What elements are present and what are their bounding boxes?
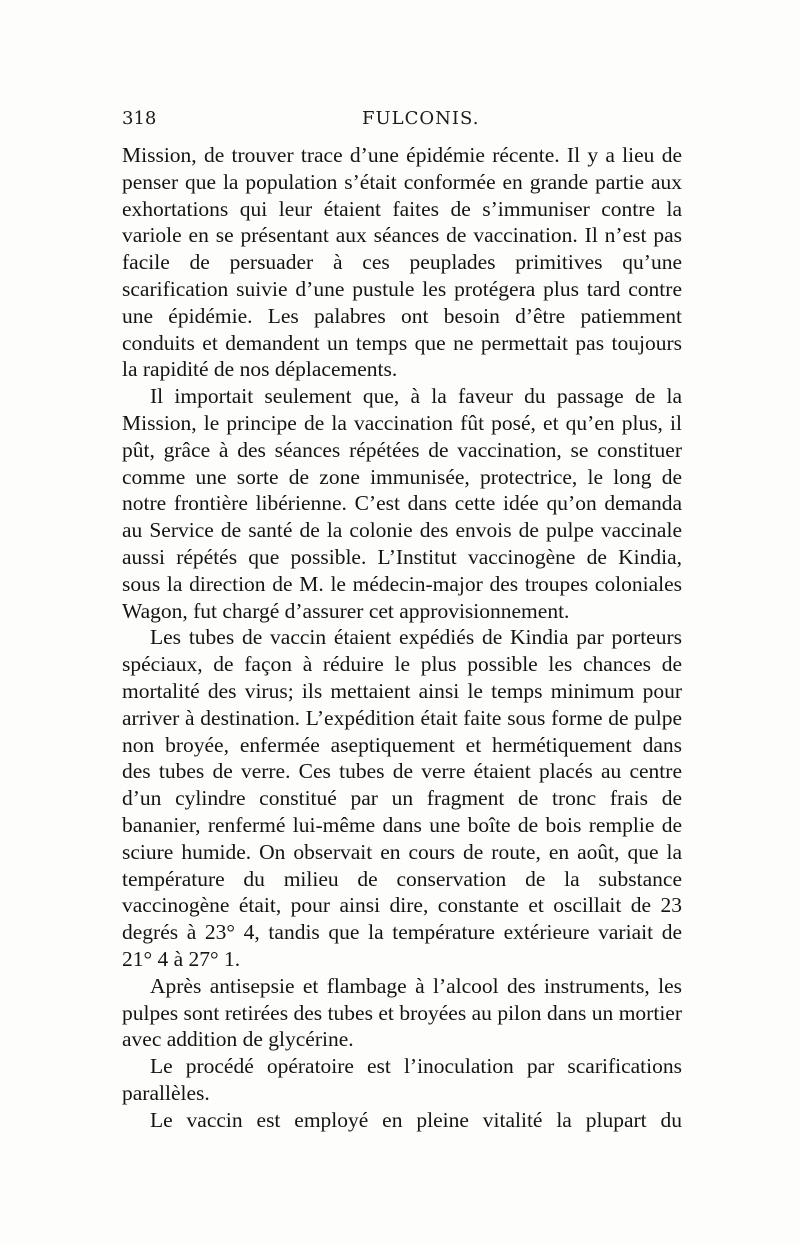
page-number: 318 (122, 108, 157, 129)
paragraph-3: Les tubes de vaccin étaient expédiés de Kindia par porteurs spéciaux, de façon à réduire le plus possible les chances de mortalité des virus; ils mettaient ainsi le temps minimum pour arriver à destination. L’expédition était faite sous forme de pulpe non broyée, enfermée aseptiquement et hermétiquement dans des tubes de verre. Ces tubes de verre étaient placés au centre d’un cylindre constitué par un fragment de tronc frais de bananier, renfermé lui-même dans une boîte de bois remplie de sciure humide. On observait en cours de route, en août, que la température du milieu de conservation de la substance vaccinogène était, pour ainsi dire, constante et oscillait de 23 degrés à 23° 4, tandis que la température extérieure variait de 21° 4 à 27° 1. (122, 625, 682, 971)
paragraph-6: Le vaccin est employé en pleine vitalité la plupart du (150, 1107, 682, 1132)
paragraph-5: Le procédé opératoire est l’inoculation par scarifications parallèles. (122, 1054, 682, 1105)
running-head (122, 108, 682, 138)
paragraph-4: Après antisepsie et flambage à l’alcool des instruments, les pulpes sont retirées des tubes et broyées au pilon dans un mortier avec addition de glycérine. (122, 973, 682, 1052)
paragraph-1: Mission, de trouver trace d’une épidémie récente. Il y a lieu de penser que la population s’était conformée en grande partie aux exhortations qui leur étaient faites de s’immuniser contre la variole en se présentant aux séances de vaccination. Il n’est pas facile de persuader à ces peuplades primitives qu’une scarification suivie d’une pustule les protégera plus tard contre une épidémie. Les palabres ont besoin d’être patiemment conduits et demandent un temps que ne permettait pas toujours la rapidité de nos déplacements. (122, 143, 682, 382)
running-title: FULCONIS. (362, 108, 480, 129)
body-text (122, 142, 682, 1133)
paragraph-2: Il importait seulement que, à la faveur du passage de la Mission, le principe de la vaccination fût posé, et qu’en plus, il pût, grâce à des séances répétées de vaccination, se constituer comme une sorte de zone immunisée, protectrice, le long de notre frontière libérienne. C’est dans cette idée qu’on demanda au Service de santé de la colonie des envois de pulpe vaccinale aussi répétés que possible. L’Institut vaccinogène de Kindia, sous la direction de M. le médecin-major des troupes coloniales Wagon, fut chargé d’assurer cet approvisionnement. (122, 384, 682, 623)
